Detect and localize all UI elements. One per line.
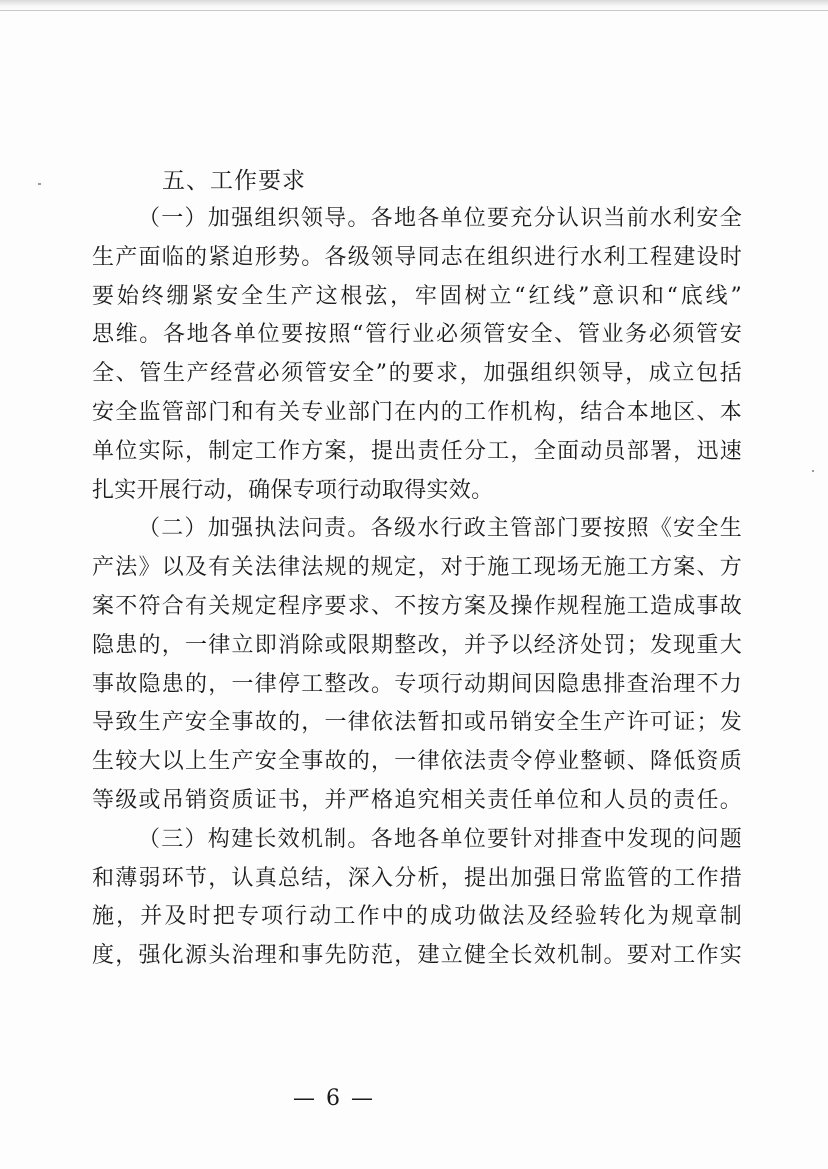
text-line: 施，并及时把专项行动工作中的成功做法及经验转化为规章制 <box>92 904 742 930</box>
paragraph-law-enforcement <box>92 510 742 820</box>
text-line: 单位实际，制定工作方案，提出责任分工，全面动员部署，迅速 <box>92 438 742 464</box>
section-heading: 五、工作要求 <box>162 168 306 194</box>
page-number <box>0 1086 828 1111</box>
text-line: 隐患的，一律立即消除或限期整改，并予以经济处罚；发现重大 <box>92 632 742 658</box>
text-line: 安全监管部门和有关专业部门在内的工作机构，结合本地区、本 <box>92 399 742 425</box>
text-line: 事故隐患的，一律停工整改。专项行动期间因隐患排查治理不力 <box>92 671 742 697</box>
paragraph-long-term-mechanism <box>92 821 742 976</box>
text-line: 和薄弱环节，认真总结，深入分析，提出加强日常监管的工作措 <box>92 865 742 891</box>
scan-speck <box>38 183 41 185</box>
text-line: 全、管生产经营必须管安全”的要求，加强组织领导，成立包括 <box>92 361 742 387</box>
text-line: 思维。各地各单位要按照“管行业必须管安全、管业务必须管安 <box>92 322 742 348</box>
paragraph-strengthen-leadership <box>92 200 742 510</box>
text-line: （二）加强执法问责。各级水行政主管部门要按照《安全生 <box>138 516 742 542</box>
text-line: 案不符合有关规定程序要求、不按方案及操作规程施工造成事故 <box>92 593 742 619</box>
text-line: 等级或吊销资质证书，并严格追究相关责任单位和人员的责任。 <box>92 787 742 813</box>
document-body <box>92 162 742 976</box>
text-line: 生产面临的紧迫形势。各级领导同志在组织进行水利工程建设时 <box>92 244 742 270</box>
scan-speck <box>812 470 814 472</box>
text-line: 导致生产安全事故的，一律依法暂扣或吊销安全生产许可证；发 <box>92 710 742 736</box>
text-line: 度，强化源头治理和事先防范，建立健全长效机制。要对工作实 <box>92 943 742 969</box>
text-line: （一）加强组织领导。各地各单位要充分认识当前水利安全 <box>138 206 742 231</box>
text-line: 要始终绷紧安全生产这根弦，牢固树立“红线”意识和“底线” <box>92 283 742 309</box>
text-line: 扎实开展行动，确保专项行动取得实效。 <box>92 477 494 503</box>
text-line: （三）构建长效机制。各地各单位要针对排查中发现的问题 <box>138 826 742 852</box>
text-line: 生较大以上生产安全事故的，一律依法责令停业整顿、降低资质 <box>92 749 742 775</box>
text-line: 产法》以及有关法律法规的规定，对于施工现场无施工方案、方 <box>92 555 742 581</box>
scan-top-edge <box>0 0 828 11</box>
page-number-text: — 6 — <box>293 1086 375 1111</box>
